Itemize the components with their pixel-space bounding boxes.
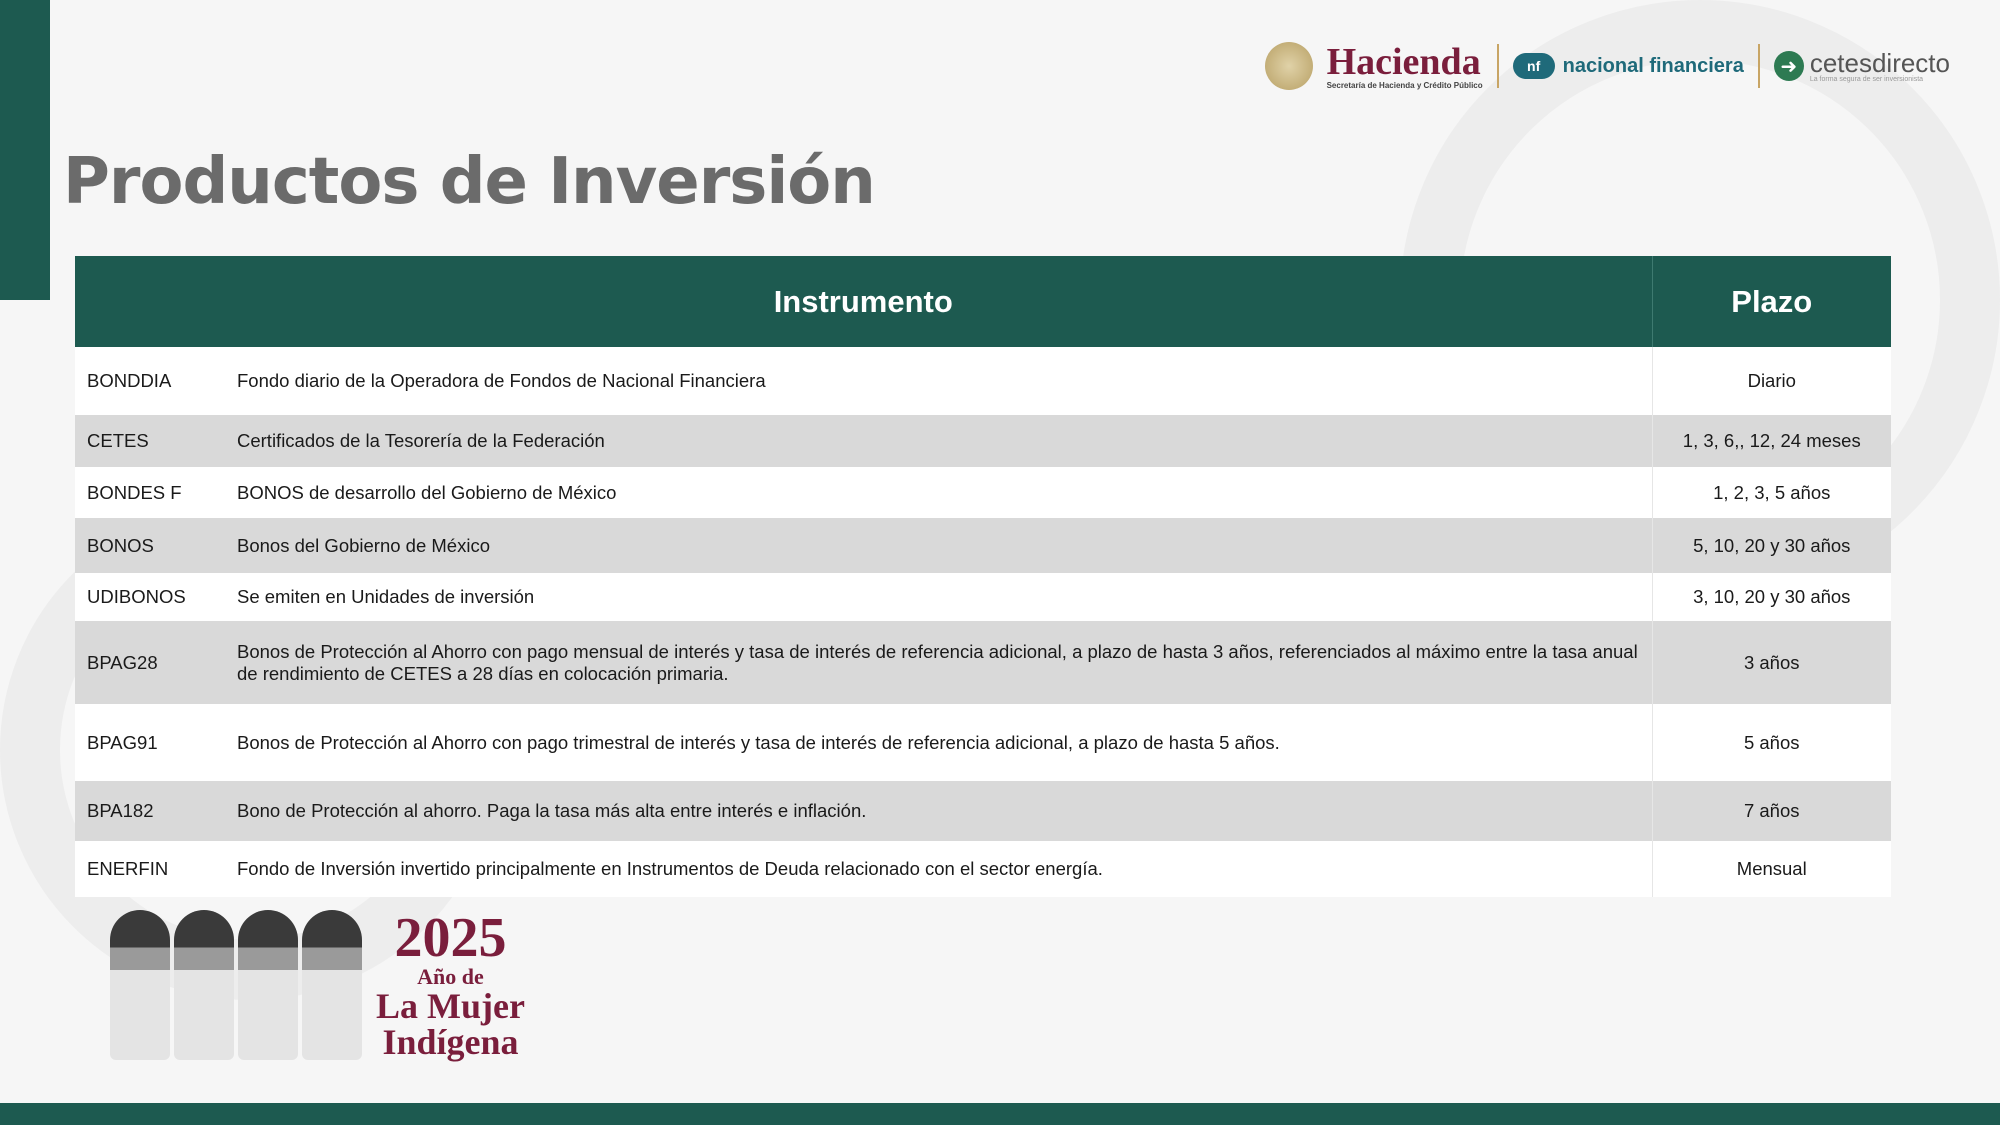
instrument-description: Fondo de Inversión invertido principalmente en Instrumentos de Deuda relacionado con el sector energía. [225,841,1652,897]
table-row [75,621,1891,704]
banner-line3: Indígena [382,1022,519,1062]
instrument-description: Se emiten en Unidades de inversión [225,573,1652,621]
banner-line1: Año de [417,964,484,989]
instrument-code: BONOS [75,518,225,573]
nafin-logo-text: nacional financiera [1562,54,1744,77]
instrument-description: Bono de Protección al ahorro. Paga la tasa más alta entre interés e inflación. [225,781,1652,841]
nafin-logo [1513,53,1744,79]
instrument-description: Fondo diario de la Operadora de Fondos de Nacional Financiera [225,347,1652,415]
table-row [75,704,1891,781]
header-plazo: Plazo [1652,256,1891,347]
header-instrumento: Instrumento [75,256,1652,347]
hacienda-logo-text: Hacienda [1326,40,1481,83]
instrument-code: BONDDIA [75,347,225,415]
table-row [75,467,1891,518]
instrument-term: Mensual [1652,841,1891,897]
instrument-term: 3 años [1652,621,1891,704]
table-row [75,781,1891,841]
hacienda-logo [1326,40,1483,90]
instrument-code: UDIBONOS [75,573,225,621]
instrument-term: 3, 10, 20 y 30 años [1652,573,1891,621]
instrument-term: 5, 10, 20 y 30 años [1652,518,1891,573]
logo-divider [1758,44,1760,88]
mexico-seal-icon [1265,42,1313,90]
instrument-code: ENERFIN [75,841,225,897]
instrument-term: Diario [1652,347,1891,415]
header-logos [1265,36,1950,96]
instrument-description: Bonos del Gobierno de México [225,518,1652,573]
cetesdirecto-logo [1774,47,1950,83]
instrument-term: 1, 2, 3, 5 años [1652,467,1891,518]
footer-bar [0,1103,2000,1125]
hacienda-logo-subtitle: Secretaría de Hacienda y Crédito Público [1326,80,1483,90]
instrument-description: Bonos de Protección al Ahorro con pago mensual de interés y tasa de interés de referencia adicional, a plazo de hasta 3 años, referenciados al máximo entre la tasa anual de rendimiento de CETES a 28 días en colocación primaria. [225,621,1652,704]
table-row [75,347,1891,415]
instrument-description: Bonos de Protección al Ahorro con pago trimestral de interés y tasa de interés de referencia adicional, a plazo de hasta 5 años. [225,704,1652,781]
banner-line2: La Mujer [376,986,525,1026]
instrument-term: 7 años [1652,781,1891,841]
logo-divider [1497,44,1499,88]
instrument-code: BPA182 [75,781,225,841]
instrument-term: 5 años [1652,704,1891,781]
cetes-logo-subtitle: La forma segura de ser inversionista [1809,75,1924,83]
banner-year: 2025 [394,907,507,969]
instrument-description: BONOS de desarrollo del Gobierno de México [225,467,1652,518]
accent-bar [0,0,50,300]
table-row [75,518,1891,573]
instrument-code: BPAG28 [75,621,225,704]
table-row [75,573,1891,621]
instrument-code: BONDES F [75,467,225,518]
cetes-logo-text: cetesdirecto [1809,47,1950,78]
table-row [75,415,1891,467]
arrow-right-icon: ➜ [1774,51,1804,81]
instrument-term: 1, 3, 6,, 12, 24 meses [1652,415,1891,467]
instrument-code: CETES [75,415,225,467]
table-row [75,841,1891,897]
year-banner [110,907,525,1062]
page-title: Productos de Inversión [63,145,875,219]
indigenous-women-illustration [110,910,362,1060]
nafin-badge-icon: nf [1513,53,1555,79]
instrument-code: BPAG91 [75,704,225,781]
instrument-description: Certificados de la Tesorería de la Federación [225,415,1652,467]
investment-products-table [75,256,1891,897]
